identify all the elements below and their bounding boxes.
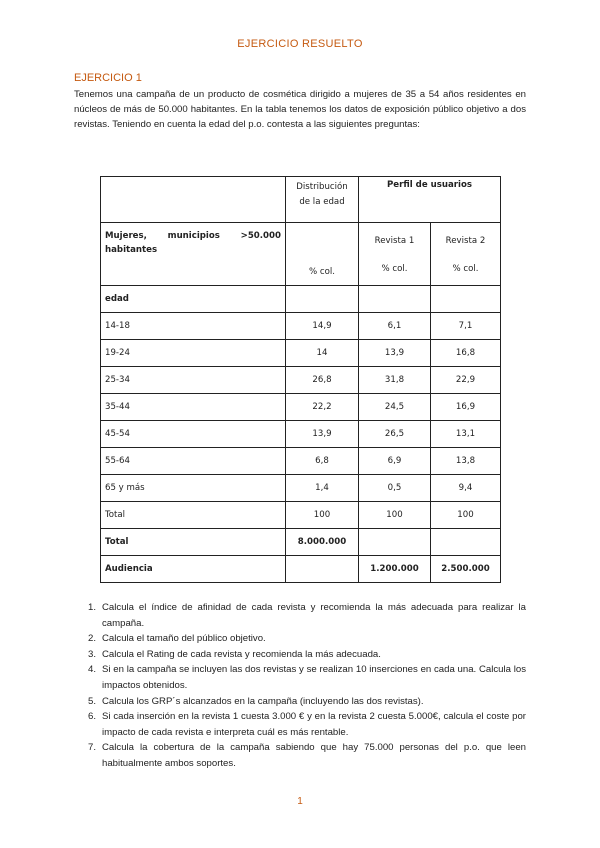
revista1-value: 31,8 [359,367,431,394]
exposure-table [100,176,501,583]
age-label: 14-18 [101,313,286,340]
question-number: 1. [88,602,97,613]
revista1-value: 26,5 [359,421,431,448]
dist-value: 14 [286,340,359,367]
question-text: Calcula el Rating de cada revista y recomienda la más adecuada. [102,648,381,660]
revista1-value: 6,9 [359,448,431,475]
revista1-value: 24,5 [359,394,431,421]
question-text: Calcula los GRP´s alcanzados en la campaña (incluyendo las dos revistas). [102,695,424,707]
age-label: Total [101,502,286,529]
audiencia-row [101,556,501,583]
age-label: 55-64 [101,448,286,475]
audiencia-r2: 2.500.000 [431,556,501,583]
dist-value: 100 [286,502,359,529]
question-text: Calcula el índice de afinidad de cada revista y recomienda la más adecuada para realizar la campaña. [102,602,526,629]
table-row [101,475,501,502]
revista1-label: Revista 1 [374,236,415,246]
segment-label-3: >50.000 [240,231,281,241]
question-text: Si en la campaña se incluyen las dos revistas y se realizan 10 inserciones en cada una. Calcula los impactos obtenidos. [102,664,526,691]
edad-row [101,286,501,313]
audiencia-label: Audiencia [101,556,286,583]
distribucion-header: Distribución de la edad [286,177,359,223]
pct-col-r2: % col. [452,264,479,274]
age-label: 35-44 [101,394,286,421]
question-number: 6. [88,711,97,723]
age-rows [101,313,501,529]
audiencia-r1: 1.200.000 [359,556,431,583]
revista1-header [359,223,431,286]
page-number: 1 [297,796,303,807]
age-label: 65 y más [101,475,286,502]
table-row [101,367,501,394]
revista2-value: 22,9 [431,367,501,394]
dist-value: 13,9 [286,421,359,448]
table-subheader-row [101,223,501,286]
dist-value: 6,8 [286,448,359,475]
segment-label [101,223,286,286]
list-item [74,662,526,693]
segment-label-2: municipios [167,231,220,241]
table-row [101,502,501,529]
table-row [101,421,501,448]
list-item [74,694,526,710]
perfil-header: Perfil de usuarios [359,177,501,223]
revista2-value: 9,4 [431,475,501,502]
table-row [101,313,501,340]
dist-value: 26,8 [286,367,359,394]
revista1-value: 0,5 [359,475,431,502]
question-text: Calcula la cobertura de la campaña sabiendo que hay 75.000 personas del p.o. que leen habitualmente ambos soportes. [102,742,526,769]
question-number: 3. [88,648,97,660]
list-item [74,647,526,663]
edad-label: edad [101,286,286,313]
table-row [101,340,501,367]
list-item [74,709,526,740]
list-item [74,600,526,631]
total-label: Total [101,529,286,556]
revista2-value: 13,1 [431,421,501,448]
question-number: 5. [88,695,97,707]
segment-label-4: habitantes [105,245,158,255]
table-row [101,448,501,475]
revista2-value: 16,9 [431,394,501,421]
questions-list [74,600,526,772]
question-number: 4. [88,664,97,676]
dist-value: 14,9 [286,313,359,340]
question-number: 7. [88,742,97,754]
exercise-title: EJERCICIO 1 [74,72,142,84]
segment-label-1: Mujeres, [105,231,147,241]
pct-col-r1: % col. [381,264,408,274]
revista2-header [431,223,501,286]
table-row [101,394,501,421]
page-header: EJERCICIO RESUELTO [237,38,363,50]
revista1-value: 100 [359,502,431,529]
total-row [101,529,501,556]
empty-header-cell [101,177,286,223]
list-item [74,631,526,647]
revista2-label: Revista 2 [445,236,486,246]
revista1-value: 6,1 [359,313,431,340]
revista2-value: 7,1 [431,313,501,340]
revista2-value: 100 [431,502,501,529]
revista1-value: 13,9 [359,340,431,367]
pct-col-dist: % col. [286,223,359,286]
total-value: 8.000.000 [286,529,359,556]
age-label: 45-54 [101,421,286,448]
list-item [74,740,526,771]
age-label: 19-24 [101,340,286,367]
table-header-row [101,177,501,223]
question-number: 2. [88,633,97,645]
exercise-intro: Tenemos una campaña de un producto de cosmética dirigido a mujeres de 35 a 54 años residentes en núcleos de más de 50.000 habitantes. En la tabla tenemos los datos de exposición público objetivo a dos revistas. Teniendo en cuenta la edad del p.o. contesta a las siguientes preguntas: [74,89,526,131]
revista2-value: 13,8 [431,448,501,475]
question-text: Si cada inserción en la revista 1 cuesta 3.000 € y en la revista 2 cuesta 5.000€, calcula el coste por impacto de cada revista e interpreta cuál es más rentable. [102,711,526,738]
age-label: 25-34 [101,367,286,394]
revista2-value: 16,8 [431,340,501,367]
dist-value: 1,4 [286,475,359,502]
dist-value: 22,2 [286,394,359,421]
question-text: Calcula el tamaño del público objetivo. [102,633,266,645]
